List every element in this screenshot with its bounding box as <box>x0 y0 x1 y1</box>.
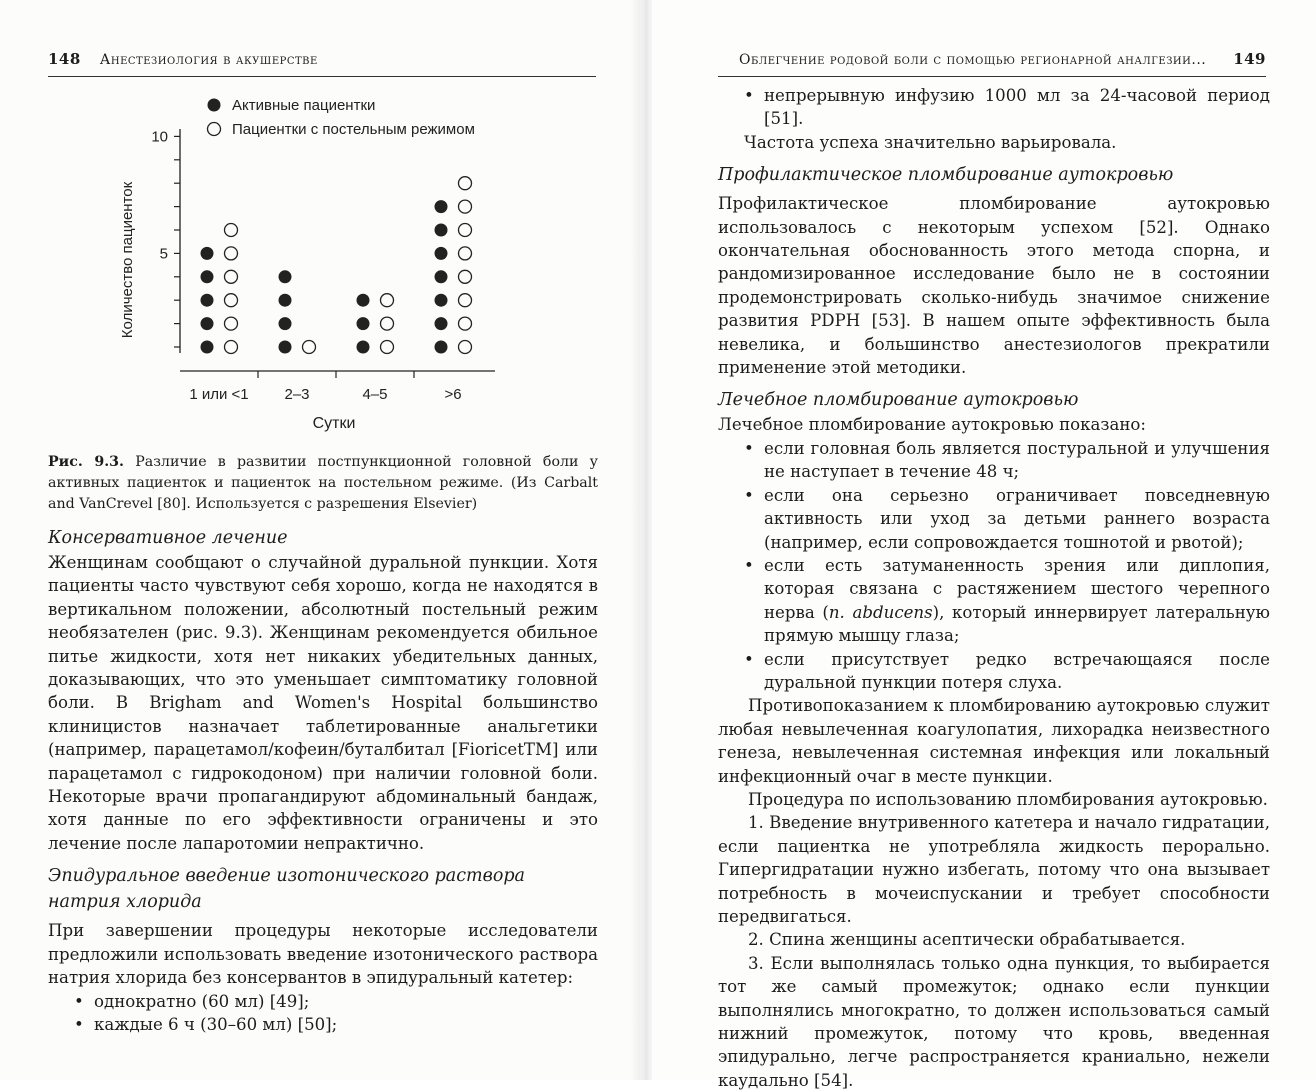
bedrest-patient-dot <box>303 341 316 354</box>
active-patient-dot <box>435 294 448 307</box>
saline-bullet-list <box>48 990 598 1037</box>
right-body <box>718 84 1270 1092</box>
paragraph-success-rate: Частота успеха значительно варьировала. <box>744 132 1117 152</box>
list-item: • непрерывную инфузию 1000 мл за 24-часовой период [51]. <box>744 86 1270 129</box>
figure-caption-text: Различие в развитии постпункционной головной боли у активных пациенток и пациенток на постельном режиме. (Из Carbalt and VanCrevel [80]. Используется с разрешения Elsevier) <box>48 454 598 512</box>
heading-conservative: Консервативное лечение <box>48 528 288 548</box>
active-patient-dot <box>279 294 292 307</box>
paragraph-prophylactic-blood-patch: Профилактическое пломбирование аутокровью использовалось с некоторым успехом [52]. Однако окончательная обоснованность этого метода спорна, и рандомизированное исследование было не в состоянии продемонстрировать сколько-нибудь значимое снижение развития PDPH [53]. В нашем опыте эффективность была невелика, и большинство анестезиологов прекратили применение этой методики. <box>718 194 1270 378</box>
bedrest-patient-dot <box>459 200 472 213</box>
y-axis-label: Количество пациенток <box>119 181 136 339</box>
list-item: • если присутствует редко встречающаяся после дуральной пункции потеря слуха. <box>744 649 1270 692</box>
active-patient-dot <box>279 341 292 354</box>
heading-therapeutic-blood-patch: Лечебное пломбирование аутокровью <box>718 390 1079 411</box>
list-item: • если головная боль является постуральной и улучшения не наступает в течение 48 ч; <box>744 438 1270 482</box>
bedrest-patient-dot <box>225 317 238 330</box>
bedrest-patient-dot <box>459 341 472 354</box>
left-page-number: 148 <box>48 50 81 68</box>
bedrest-patient-dot <box>381 294 394 307</box>
x-tick-label: 1 или <1 <box>189 386 249 403</box>
active-patient-dot <box>201 270 214 283</box>
x-tick-label: 4–5 <box>362 386 388 403</box>
x-ticks <box>189 371 461 403</box>
procedure-step-2: 2. Спина женщины асептически обрабатывается. <box>748 930 1186 950</box>
bedrest-patient-dot <box>225 270 238 283</box>
active-patient-dot <box>357 317 370 330</box>
bedrest-patient-dot <box>225 294 238 307</box>
figure-9-3-chart <box>110 85 550 445</box>
paragraph-indications-intro: Лечебное пломбирование аутокровью показано: <box>718 415 1147 435</box>
legend-label-bedrest: Пациентки с постельным режимом <box>232 121 475 138</box>
bedrest-patient-dot <box>459 247 472 260</box>
bedrest-patient-dot <box>459 270 472 283</box>
list-item: • если есть затуманенность зрения или диплопия, которая связана с растяжением шестого черепного нерва (n. abducens), который иннервирует латеральную прямую мышцу глаза; <box>744 555 1270 646</box>
y-ticks <box>151 128 180 347</box>
paragraph-conservative: Женщинам сообщают о случайной дуральной пункции. Хотя пациенты часто чувствуют себя хорошо, когда не находятся в вертикальном положении, абсолютный постельный режим необязателен (рис. 9.3). Женщинам рекомендуется обильное питье жидкости, хотя нет никаких убедительных данных, доказывающих, что это уменьшает симптоматику головной боли. В Brigham and Women's Hospital большинство клиницистов назначает таблетированные анальгетики (например, парацетамол/кофеин/буталбитал [FioricetTM] или парацетамол с гидрокодоном) при наличии головной боли. Некоторые врачи пропагандируют абдоминальный бандаж, хотя данные по его эффективности ограничены и это лечение после лапаротомии непрактично. <box>48 553 598 853</box>
bedrest-patient-dot <box>381 341 394 354</box>
bedrest-patient-dot <box>225 247 238 260</box>
procedure-step-1: 1. Введение внутривенного катетера и начало гидратации, если пациентка не употребляла жидкость перорально. Гипергидратации нужно избегать, потому что она вызывает потребность в мочеиспускании и требует способности передвигаться. <box>718 813 1270 926</box>
figure-caption <box>48 452 598 515</box>
bedrest-patient-dot <box>459 294 472 307</box>
chart-svg <box>110 85 550 445</box>
data-points <box>201 177 472 354</box>
bedrest-patient-dot <box>459 224 472 237</box>
y-tick-label: 10 <box>151 128 168 146</box>
indications-bullet-list <box>718 437 1270 694</box>
legend-marker-bedrest <box>208 123 221 136</box>
active-patient-dot <box>357 341 370 354</box>
left-running-title: Анестезиология в акушерстве <box>99 52 318 68</box>
bedrest-patient-dot <box>459 317 472 330</box>
bedrest-patient-dot <box>381 317 394 330</box>
right-page-number: 149 <box>1233 50 1266 68</box>
active-patient-dot <box>435 317 448 330</box>
paragraph-procedure-intro: Процедура по использованию пломбирования аутокровью. <box>748 789 1268 809</box>
list-item: • если она серьезно ограничивает повседневную активность или уход за детьми раннего возраста (например, если сопровождается тошнотой и рвотой); <box>744 485 1270 552</box>
active-patient-dot <box>201 294 214 307</box>
bedrest-patient-dot <box>459 177 472 190</box>
chart-legend <box>208 97 475 138</box>
left-body <box>48 525 598 1036</box>
right-running-title: Облегчение родовой боли с помощью регионарной аналгезии... <box>739 52 1207 68</box>
bedrest-patient-dot <box>225 341 238 354</box>
active-patient-dot <box>357 294 370 307</box>
active-patient-dot <box>435 224 448 237</box>
saline-bullet-continuation <box>718 84 1270 131</box>
legend-label-active: Активные пациентки <box>232 97 376 114</box>
paragraph-contraindications: Противопоказанием к пломбированию аутокровью служит любая невылеченная коагулопатия, лихорадка неизвестного генеза, невылеченная системная инфекция или локальный инфекционный очаг в месте пункции. <box>718 696 1270 786</box>
y-tick-label: 5 <box>159 245 168 263</box>
list-item: • однократно (60 мл) [49]; <box>74 991 310 1011</box>
paragraph-epidural-saline: При завершении процедуры некоторые исследователи предложили использовать введение изотонического раствора натрия хлорида без консервантов в эпидуральный катетер: <box>48 921 598 988</box>
list-item: • каждые 6 ч (30–60 мл) [50]; <box>74 1014 338 1034</box>
active-patient-dot <box>435 200 448 213</box>
active-patient-dot <box>435 247 448 260</box>
active-patient-dot <box>435 270 448 283</box>
x-tick-label: 2–3 <box>284 386 310 403</box>
legend-marker-active <box>208 99 221 112</box>
heading-epidural-saline: Эпидуральное введение изотонического раствора натрия хлорида <box>48 866 525 913</box>
active-patient-dot <box>201 341 214 354</box>
bedrest-patient-dot <box>225 224 238 237</box>
right-running-head <box>718 50 1266 77</box>
heading-prophylactic-blood-patch: Профилактическое пломбирование аутокровью <box>718 165 1174 186</box>
right-page <box>652 0 1316 1090</box>
left-page <box>0 0 640 1080</box>
active-patient-dot <box>279 270 292 283</box>
active-patient-dot <box>201 247 214 260</box>
procedure-step-3: 3. Если выполнялась только одна пункция, то выбирается тот же самый промежуток; однако если пункции выполнялись многократно, то должен использоваться самый нижний промежуток, потому что кровь, введенная эпидурально, легче распространяется краниально, нежели каудально [54]. <box>718 953 1270 1090</box>
active-patient-dot <box>435 341 448 354</box>
left-running-head <box>48 50 596 77</box>
figure-caption-label: Рис. 9.3. <box>48 454 124 470</box>
x-axis-label: Сутки <box>312 415 356 432</box>
active-patient-dot <box>279 317 292 330</box>
x-tick-label: >6 <box>444 386 462 403</box>
active-patient-dot <box>201 317 214 330</box>
